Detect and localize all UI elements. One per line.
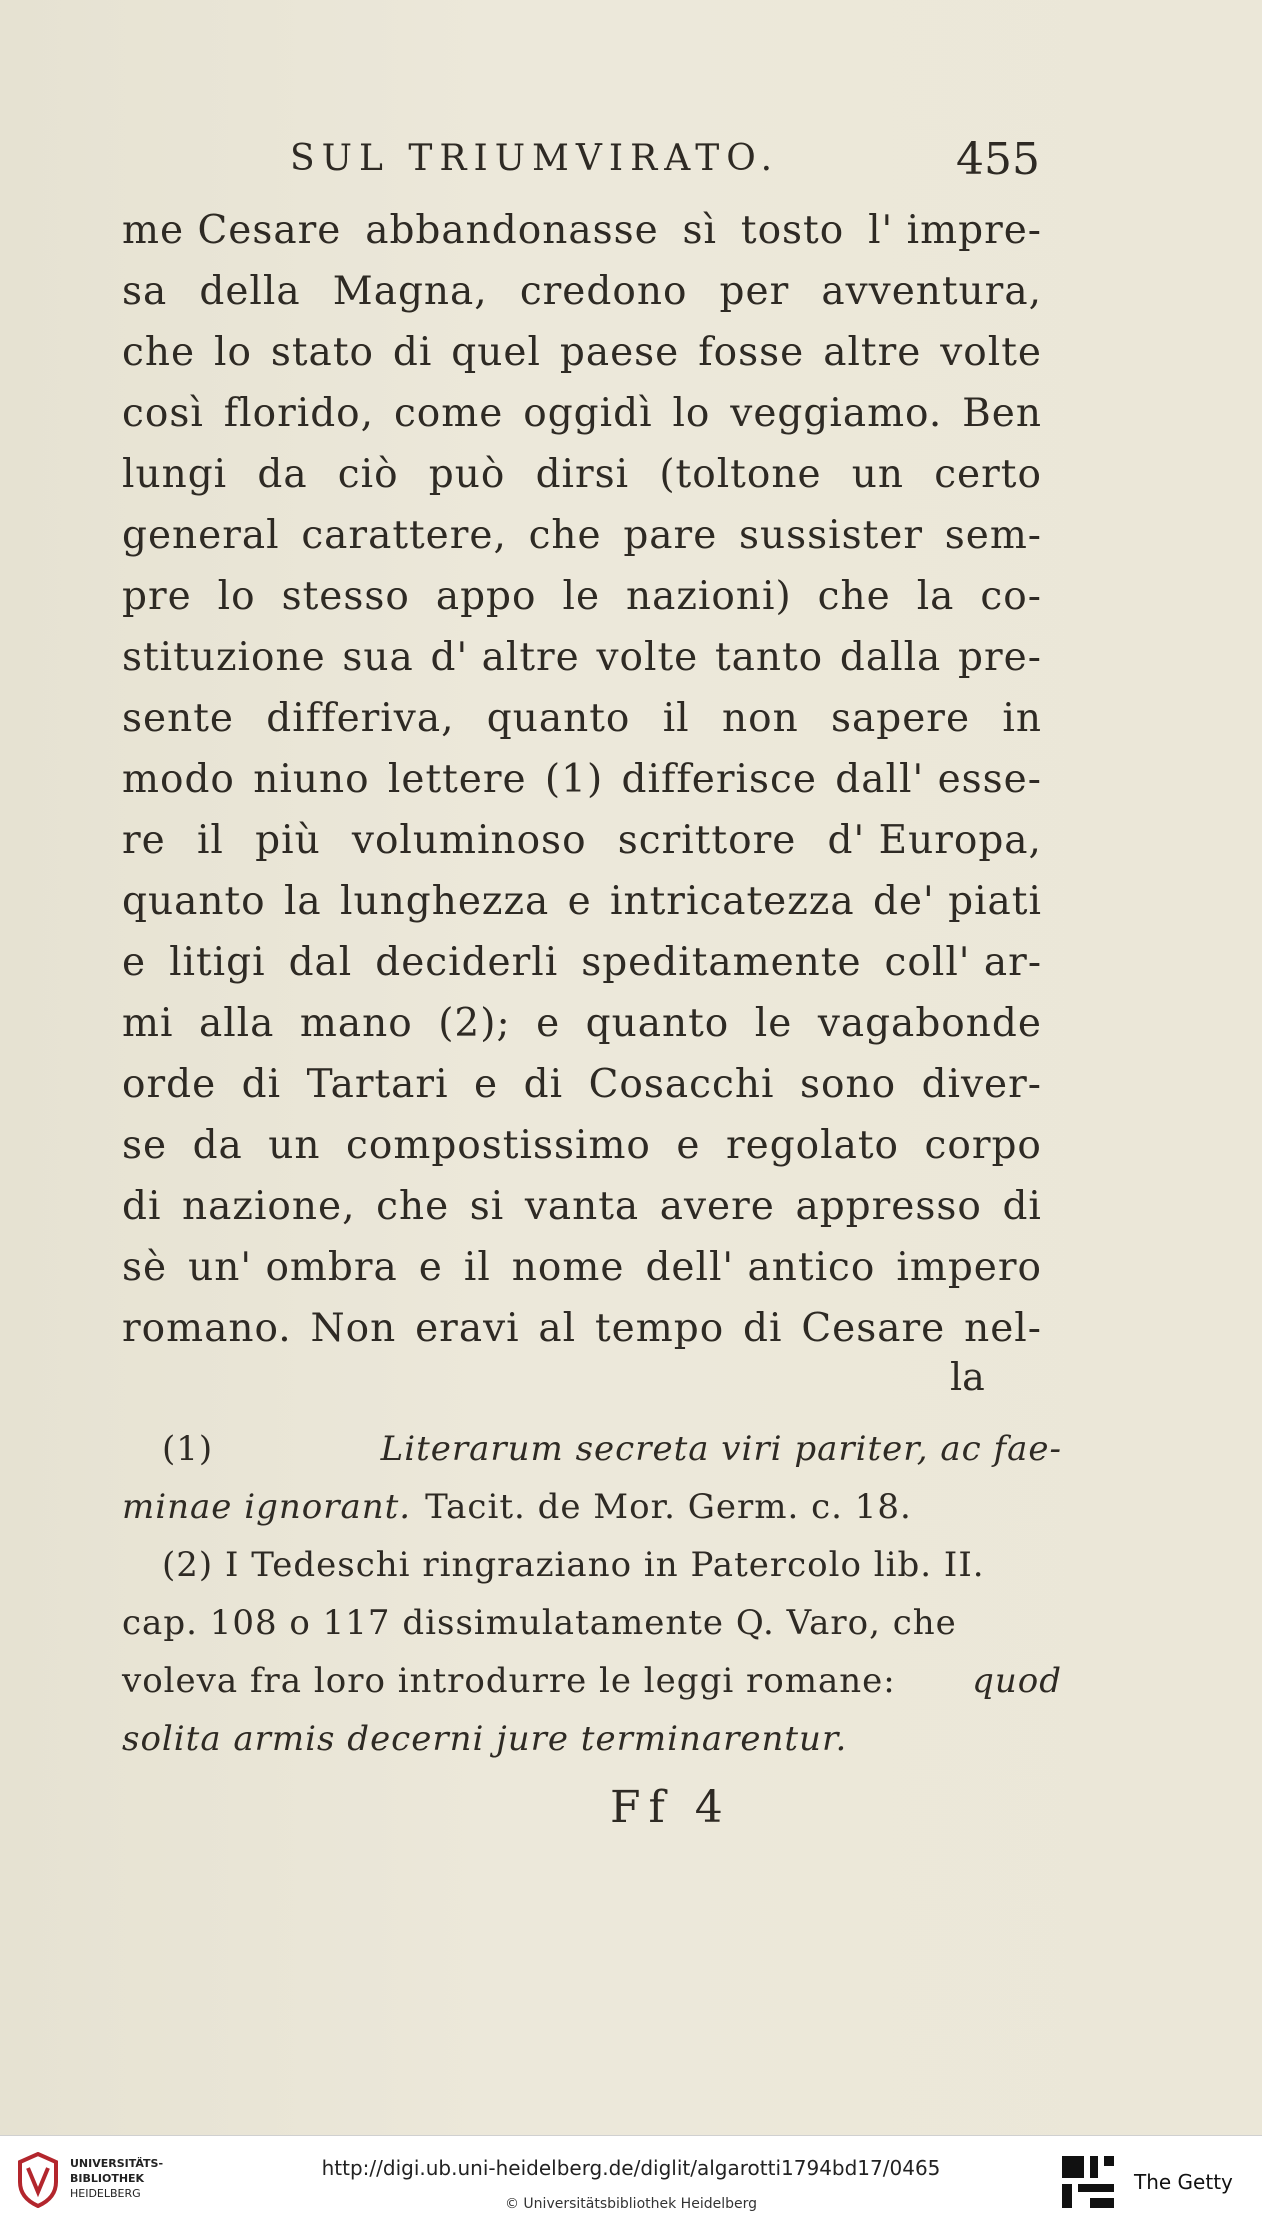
body-word: dirsi — [535, 452, 630, 497]
body-line — [122, 932, 1042, 993]
page-number: 455 — [956, 134, 1040, 185]
body-word: sua — [342, 635, 414, 680]
body-word: Cesare — [801, 1306, 946, 1351]
body-line — [122, 200, 1042, 261]
body-word: lo — [672, 391, 711, 436]
footnote-2-italic-quod: quod — [972, 1661, 1062, 1701]
getty-name: The Getty — [1134, 2170, 1233, 2194]
body-line — [122, 871, 1042, 932]
body-word: le — [754, 1001, 793, 1046]
body-word: lunghezza — [340, 879, 550, 924]
body-word: re — [122, 818, 166, 863]
body-word: scrittore — [617, 818, 797, 863]
body-word: romano. — [122, 1306, 292, 1351]
viewer-footer — [0, 2135, 1262, 2226]
body-word: deciderli — [375, 940, 559, 985]
body-word: lo — [217, 574, 256, 619]
body-line — [122, 1237, 1042, 1298]
body-word: (toltone — [659, 452, 822, 497]
body-word: avventura, — [821, 269, 1042, 314]
body-word: voluminoso — [351, 818, 587, 863]
body-word: Tartari — [306, 1062, 449, 1107]
body-word: appresso — [795, 1184, 982, 1229]
body-word: e — [536, 1001, 561, 1046]
body-word: che — [376, 1184, 450, 1229]
body-word: (1) — [544, 757, 604, 802]
body-word: sì — [682, 208, 718, 253]
body-word: Magna, — [332, 269, 488, 314]
body-word: ciò — [337, 452, 399, 497]
body-word: Non — [310, 1306, 397, 1351]
body-word: come — [393, 391, 504, 436]
body-word: d' altre — [430, 635, 580, 680]
body-word: nazioni) — [626, 574, 792, 619]
body-word: stituzione — [122, 635, 326, 680]
body-word: appo — [435, 574, 537, 619]
body-word: sono — [799, 1062, 897, 1107]
body-word: e — [676, 1123, 701, 1168]
body-word: della — [199, 269, 301, 314]
body-word: un — [268, 1123, 321, 1168]
body-word: sè — [122, 1245, 168, 1290]
body-word: di — [241, 1062, 282, 1107]
signature-mark: Ff 4 — [610, 1782, 731, 1833]
footnote-2-italic-quote: solita armis decerni jure terminarentur. — [122, 1719, 848, 1759]
body-word: nome — [511, 1245, 625, 1290]
body-word: (2); — [438, 1001, 511, 1046]
footnotes — [122, 1420, 1062, 1768]
body-word: litigi — [169, 940, 266, 985]
footnote-2-line-1 — [122, 1536, 1062, 1594]
body-word: diver- — [921, 1062, 1042, 1107]
body-word: volte — [940, 330, 1042, 375]
footnote-1-quote-end: minae ignorant. — [122, 1487, 412, 1527]
body-word: che — [528, 513, 602, 558]
body-word: se — [122, 1123, 168, 1168]
body-word: le — [562, 574, 601, 619]
footnote-2-line-3 — [122, 1652, 1062, 1710]
body-word: dell' antico — [645, 1245, 876, 1290]
body-word: abbandonasse — [365, 208, 659, 253]
body-word: al — [538, 1306, 577, 1351]
body-word: niuno — [253, 757, 370, 802]
body-word: quanto — [486, 696, 631, 741]
body-word: certo — [934, 452, 1042, 497]
body-word: altre — [823, 330, 922, 375]
body-word: sapere — [831, 696, 971, 741]
body-word: che — [122, 330, 196, 375]
body-word: vanta — [524, 1184, 640, 1229]
body-word: dalla — [839, 635, 942, 680]
body-word: un' ombra — [188, 1245, 398, 1290]
body-line — [122, 688, 1042, 749]
body-word: quanto — [122, 879, 266, 924]
body-word: per — [719, 269, 790, 314]
body-word: di — [523, 1062, 564, 1107]
body-word: sem- — [944, 513, 1042, 558]
body-word: veggiamo. — [730, 391, 943, 436]
body-word: in — [1002, 696, 1042, 741]
body-word: quanto — [585, 1001, 730, 1046]
body-word: stesso — [281, 574, 410, 619]
body-line — [122, 322, 1042, 383]
body-word: l' impre- — [868, 208, 1042, 253]
body-word: e — [122, 940, 147, 985]
body-line — [122, 749, 1042, 810]
body-word: sussister — [738, 513, 924, 558]
footnote-1-citation: Tacit. de Mor. Germ. c. 18. — [425, 1487, 912, 1527]
footnote-2-text-3: voleva fra loro introdurre le leggi romane: — [122, 1661, 896, 1701]
body-word: che — [817, 574, 891, 619]
body-word: corpo — [924, 1123, 1042, 1168]
body-line — [122, 261, 1042, 322]
body-word: avere — [659, 1184, 775, 1229]
body-word: differiva, — [266, 696, 455, 741]
body-line — [122, 566, 1042, 627]
body-line — [122, 383, 1042, 444]
body-text — [122, 200, 1042, 1359]
body-word: alla — [198, 1001, 275, 1046]
body-word: dal — [288, 940, 353, 985]
body-line — [122, 505, 1042, 566]
body-word: credono — [519, 269, 688, 314]
running-header — [290, 134, 1050, 188]
body-word: carattere, — [301, 513, 507, 558]
body-word: compostissimo — [346, 1123, 651, 1168]
body-word: florido, — [223, 391, 375, 436]
body-word: da — [192, 1123, 243, 1168]
body-word: dall' esse- — [835, 757, 1042, 802]
footnote-2-text-1: (2) I Tedeschi ringraziano in Patercolo lib. II. — [162, 1545, 985, 1585]
body-word: e — [474, 1062, 499, 1107]
body-word: sa — [122, 269, 168, 314]
footnote-1-line-1 — [122, 1420, 1062, 1478]
body-line — [122, 1054, 1042, 1115]
body-word: non — [721, 696, 799, 741]
body-word: pare — [623, 513, 718, 558]
copyright-notice: © Universitätsbibliothek Heidelberg — [504, 2196, 757, 2212]
body-word: la — [283, 879, 322, 924]
body-word: stato — [270, 330, 374, 375]
body-word: mi — [122, 1001, 174, 1046]
footnote-2-line-2 — [122, 1594, 1062, 1652]
getty-logo[interactable] — [1060, 2150, 1250, 2212]
body-word: lettere — [387, 757, 527, 802]
body-word: da — [257, 452, 308, 497]
body-word: coll' ar- — [884, 940, 1042, 985]
body-line — [122, 627, 1042, 688]
footnote-1-quote: Literarum secreta viri pariter, ac fae- — [380, 1429, 1062, 1469]
body-word: vagabonde — [817, 1001, 1042, 1046]
body-word: sente — [122, 696, 234, 741]
body-word: di — [122, 1184, 162, 1229]
header-title: SUL TRIUMVIRATO. — [290, 138, 780, 179]
body-word: oggidì — [523, 391, 653, 436]
body-line — [122, 1298, 1042, 1359]
body-word: orde — [122, 1062, 217, 1107]
body-word: co- — [980, 574, 1042, 619]
library-name-2: BIBLIOTHEK — [70, 2172, 145, 2185]
body-word: eravi — [415, 1306, 520, 1351]
body-word: il — [196, 818, 224, 863]
body-word: pre — [122, 574, 192, 619]
body-word: lo — [213, 330, 252, 375]
body-word: di — [1002, 1184, 1042, 1229]
body-line — [122, 1176, 1042, 1237]
body-line — [122, 993, 1042, 1054]
body-word: regolato — [725, 1123, 900, 1168]
body-word: de' piati — [872, 879, 1042, 924]
body-word: lungi — [122, 452, 228, 497]
getty-mark-icon — [1060, 2154, 1116, 2210]
body-word: intricatezza — [610, 879, 855, 924]
body-word: differisce — [621, 757, 817, 802]
body-word: di — [743, 1306, 783, 1351]
body-word: così — [122, 391, 204, 436]
body-word: tanto — [714, 635, 824, 680]
catchword: la — [950, 1355, 985, 1399]
body-word: un — [851, 452, 904, 497]
body-word: Ben — [962, 391, 1042, 436]
body-word: e — [567, 879, 592, 924]
body-word: il — [463, 1245, 491, 1290]
body-word: può — [428, 452, 506, 497]
body-word: il — [662, 696, 690, 741]
body-word: impero — [896, 1245, 1042, 1290]
body-word: pre- — [958, 635, 1042, 680]
body-word: speditamente — [581, 940, 862, 985]
body-word: Cosacchi — [588, 1062, 775, 1107]
body-word: e — [418, 1245, 443, 1290]
permalink-url[interactable]: http://digi.ub.uni-heidelberg.de/diglit/algarotti1794bd17/0465 — [321, 2156, 941, 2180]
footnote-2-text-2: cap. 108 o 117 dissimulatamente Q. Varo, che — [122, 1603, 957, 1643]
body-word: general — [122, 513, 280, 558]
body-word: si — [469, 1184, 505, 1229]
body-word: paese — [559, 330, 680, 375]
body-word: la — [916, 574, 955, 619]
footnote-1-line-2 — [122, 1478, 1062, 1536]
library-name-3: HEIDELBERG — [70, 2187, 141, 2200]
body-word: modo — [122, 757, 235, 802]
body-word: tosto — [740, 208, 845, 253]
body-word: quel — [451, 330, 541, 375]
body-word: di — [392, 330, 433, 375]
body-word: nel- — [964, 1306, 1042, 1351]
body-word: d' Europa, — [827, 818, 1042, 863]
body-line — [122, 810, 1042, 871]
library-name-1: UNIVERSITÄTS- — [70, 2157, 164, 2170]
body-word: tempo — [595, 1306, 725, 1351]
body-line — [122, 1115, 1042, 1176]
body-word: me Cesare — [122, 208, 342, 253]
body-word: mano — [299, 1001, 413, 1046]
body-word: volte — [596, 635, 699, 680]
body-word: fosse — [698, 330, 805, 375]
body-word: nazione, — [182, 1184, 356, 1229]
footnote-2-line-4 — [122, 1710, 1062, 1768]
body-line — [122, 444, 1042, 505]
footnote-1-marker: (1) — [162, 1429, 214, 1469]
body-word: più — [255, 818, 321, 863]
